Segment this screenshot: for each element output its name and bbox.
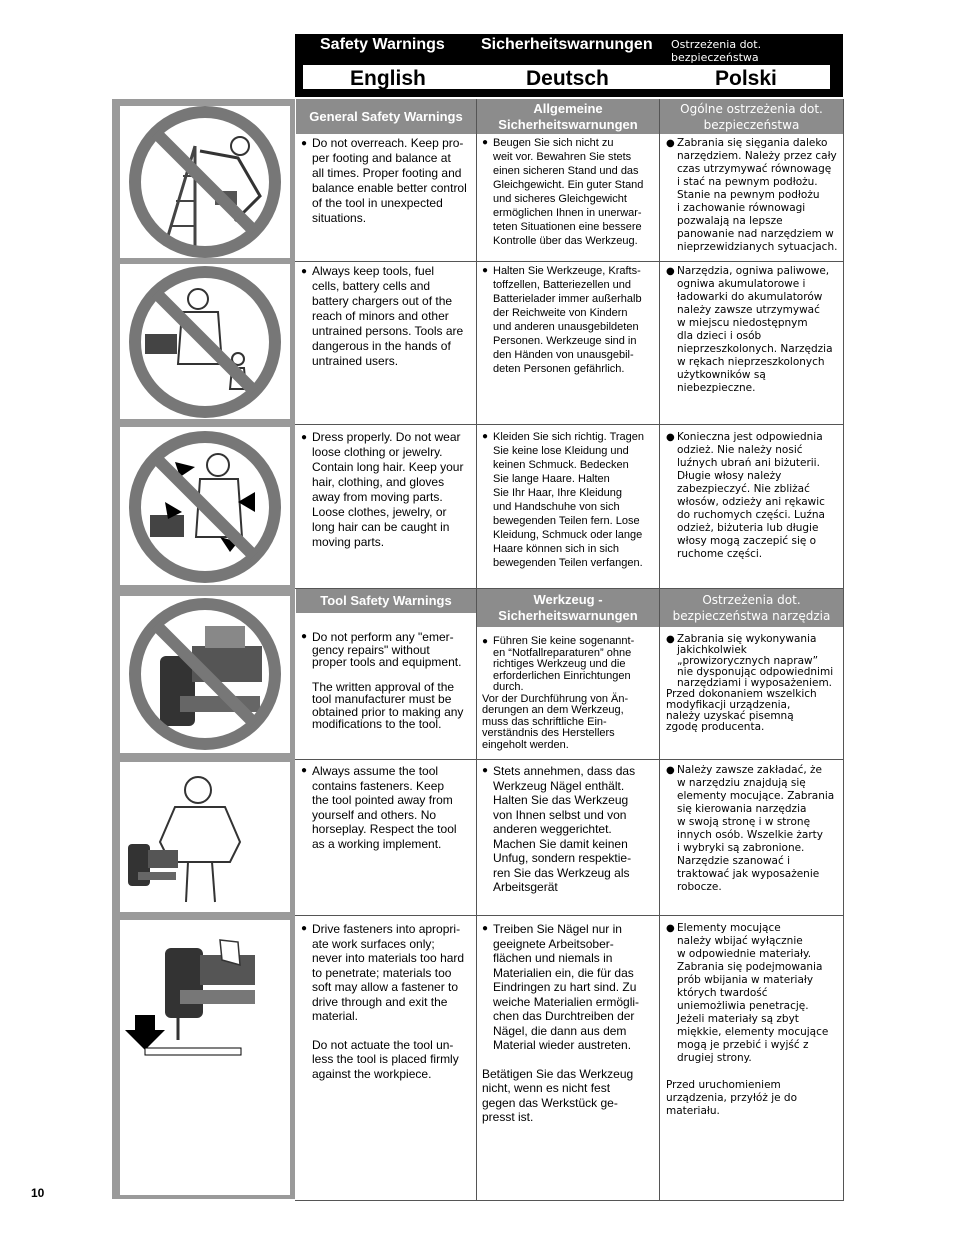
warning-text-pl: ● Zabrania się wykonywania jakichkolwiek „prowizorycznych napraw” nie dysponując odpowiednimi narzędziami i wyposażeniem. Przed dokonaniem wszelkich modyfikacji urządzenia, należy uzyskać pisemną zgodę producenta. — [666, 634, 842, 733]
illustration-dress-properly — [120, 427, 290, 585]
warning-text-pl: ● Konieczna jest odpowiednia odzież. Nie należy nosić luźnych ubrań ani biżuterii. Długie włosy należy zabezpieczyć. Nie zbliżać włosów, odzieży ani rękawic do ruchomych części. Luźna odzież, biżuteria lub długie włosy mogą zaczepić się o ruchome części. — [666, 431, 842, 561]
row-divider — [295, 915, 843, 916]
warning-text-en: ● Always assume the tool contains fasteners. Keep the tool pointed away from yourself and others. No horseplay. Respect the tool as a working implement. — [301, 764, 475, 851]
illustration-overreach — [120, 106, 290, 258]
warning-text-pl: ● Narzędzia, ogniwa paliwowe, ogniwa akumulatorowe i ładowarki do akumulatorów należy zawsze utrzymywać w miejscu niedostępnym dla dzieci i osób nieprzeszkolonych. Narzędzia w rękach nieprzeszkolonych użytkowników są niebezpieczne. — [666, 265, 842, 395]
row-divider — [295, 261, 843, 262]
warning-text-de: ● Stets annehmen, dass das Werkzeug Nägel enthält. Halten Sie das Werkzeug von Ihnen selbst und von anderen weggerichtet. Machen Sie damit keinen Unfug, sondern respektie- ren Sie das Werkzeug als Arbeitsgerät — [482, 764, 658, 895]
illustration-drive-fasteners — [120, 920, 290, 1195]
lang-english: English — [350, 67, 426, 90]
warning-text-pl: ● Należy zawsze zakładać, że w narzędziu znajdują się elementy mocujące. Zabrania się kierowania narzędzia w swoją stronę i w stronę innych osób. Wszelkie żarty i wybryki są zabronione. Narzędzie szanować i traktować jak wyposażenie robocze. — [666, 764, 842, 894]
section-tool-de: Werkzeug - Sicherheitswarnungen — [477, 589, 659, 627]
row-divider — [295, 424, 843, 425]
warning-text-de: ● Führen Sie keine sogenannt- en “Notfallreparaturen” ohne richtiges Werkzeug und die erforderlichen Einrichtungen durch. Vor der Durchführung von Än- derungen an dem Werkzeug, muss das schriftliche Ein- verständnis des Herstellers eingeholt werden. — [482, 636, 658, 751]
column-divider — [659, 99, 660, 1200]
column-divider — [476, 99, 477, 1200]
warning-text-de: ● Kleiden Sie sich richtig. Tragen Sie keine lose Kleidung und keinen Schmuck. Bedecken Sie lange Haare. Halten Sie Ihr Haar, Ihre Kleidung und Handschuhe von sich bewegenden Teilen fern. Lose Kleidung, Schmuck oder lange Haare können sich in sich bewegenden Teilen verfangen. — [482, 430, 658, 570]
header-band — [295, 34, 843, 97]
lang-polski: Polski — [715, 67, 777, 90]
warning-text-pl: ● Zabrania się sięgania daleko narzędziem. Należy przez cały czas utrzymywać równowagę i stać na pewnym podłożu. Stanie na pewnym podłożu i zachowanie równowagi pozwalają na lepsze panowanie nad narzędziem w nieprzewidzianych sytuacjach. — [666, 137, 842, 254]
illustration-keep-away — [120, 264, 290, 419]
lang-deutsch: Deutsch — [526, 67, 609, 90]
section-general-en: General Safety Warnings — [296, 99, 476, 134]
title-safety-en: Safety Warnings — [320, 36, 445, 53]
row-divider — [295, 759, 843, 760]
language-bar — [303, 65, 830, 89]
title-safety-de: Sicherheitswarnungen — [481, 36, 653, 53]
warning-text-en: ● Do not overreach. Keep pro- per footing and balance at all times. Proper footing and balance enable better control of the tool in unexpected situations. — [301, 136, 475, 226]
section-general-de: Allgemeine Sicherheitswarnungen — [477, 99, 659, 134]
illustration-no-emergency-repairs — [120, 596, 290, 753]
warning-text-en: ● Always keep tools, fuel cells, battery cells and battery chargers out of the reach of minors and other untrained persons. Tools are dangerous in the hands of untrained users. — [301, 264, 475, 369]
section-tool-pl: Ostrzeżenia dot. bezpieczeństwa narzędzia — [660, 589, 843, 627]
warning-text-de: ● Treiben Sie Nägel nur in geeignete Arbeitsober- flächen und niemals in Materialien ein, die für das Eindringen zu hart sind. Zu weiche Materialien ermögli- chen das Durchtreiben der Nägel, die dann aus dem Material wieder austreten. Betätigen Sie das Werkzeug nicht, wenn es nicht fest gegen das Werkstück ge- presst ist. — [482, 922, 658, 1125]
warning-text-en: ● Dress properly. Do not wear loose clothing or jewelry. Contain long hair. Keep your hair, clothing, and gloves away from moving parts. Loose clothes, jewelry, or long hair can be caught in moving parts. — [301, 430, 475, 550]
illustration-assume-fasteners — [120, 762, 290, 912]
warning-text-pl: ● Elementy mocujące należy wbijać wyłącznie w odpowiednie materiały. Zabrania się podejmowania prób wbijania w materiały których twardość uniemożliwia penetrację. Jeżeli materiały są zbyt miękkie, elementy mocujące mogą je przebić i wyjść z drugiej strony. Przed uruchomieniem urządzenia, przyłóż je do materiału. — [666, 922, 842, 1118]
warning-text-de: ● Beugen Sie sich nicht zu weit vor. Bewahren Sie stets einen sicheren Stand und das Gleichgewicht. Ein guter Stand und sicheres Gleichgewicht ermöglichen Ihnen in unerwar- teten Situationen eine bessere Kontrolle über das Werkzeug. — [482, 136, 658, 248]
section-general-pl: Ogólne ostrzeżenia dot. bezpieczeństwa — [660, 99, 843, 134]
section-tool-en: Tool Safety Warnings — [296, 589, 476, 613]
warning-text-de: ● Halten Sie Werkzeuge, Krafts- toffzellen, Batteriezellen und Batterielader immer außerhalb der Reichweite von Kindern und anderen unausgebildeten Personen. Werkzeuge sind in den Händen von unausgebil- deten Personen gefährlich. — [482, 264, 658, 376]
warning-text-en: ● Do not perform any "emer- gency repairs" without proper tools and equipment. The written approval of the tool manufacturer must be obtained prior to making any modifications to the tool. — [301, 631, 475, 731]
page-number: 10 — [31, 1186, 45, 1200]
warning-text-en: ● Drive fasteners into apropri- ate work surfaces only; never into materials too hard to penetrate; materials too soft may allow a fastener to drive through and exit the material. Do not actuate the tool un- less the tool is placed firmly against the workpiece. — [301, 922, 475, 1081]
title-safety-pl: Ostrzeżenia dot. bezpieczeństwa — [671, 38, 762, 64]
